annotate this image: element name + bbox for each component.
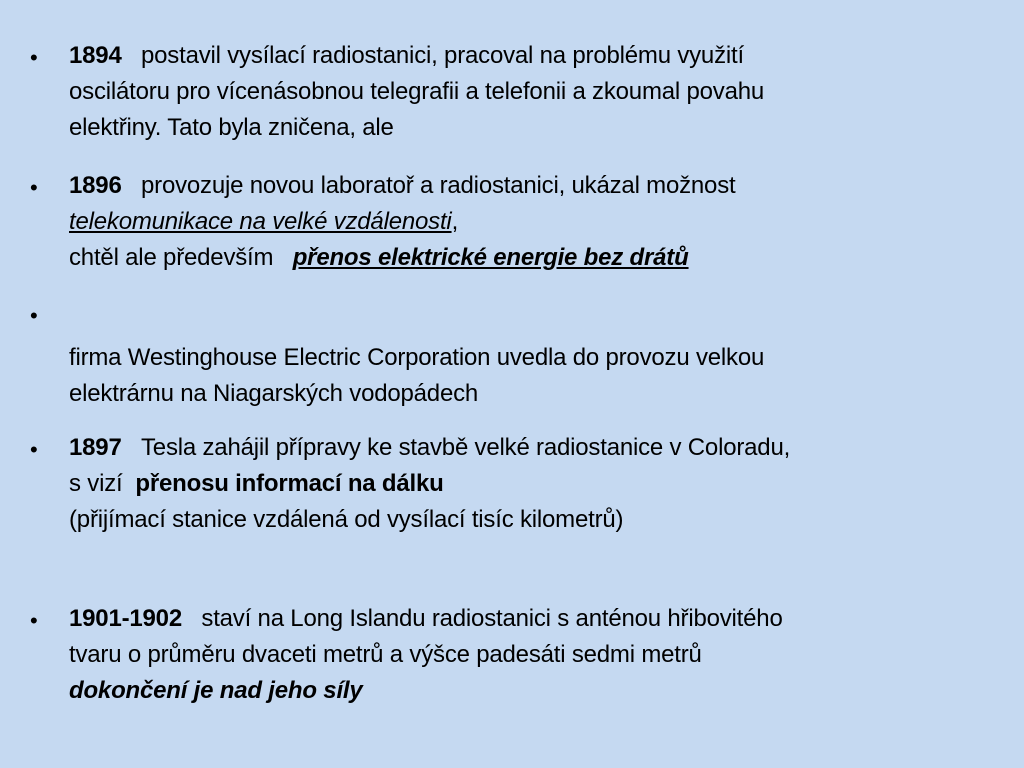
year-label: 1901-1902 <box>69 605 182 632</box>
year-label: 1896 <box>69 172 122 199</box>
item-text-line: provozuje novou laboratoř a radiostanici, ukázal možnost <box>141 172 736 199</box>
punctuation: , <box>451 208 459 235</box>
emphasis-text: dokončení je nad jeho síly <box>69 677 363 704</box>
bullet: • <box>30 437 38 462</box>
year-label: 1897 <box>69 434 122 461</box>
item-text-line: tvaru o průměru dvaceti metrů a výšce padesáti sedmi metrů <box>69 641 702 668</box>
item-text-line: elektrárnu na Niagarských vodopádech <box>69 380 479 407</box>
emphasis-text: telekomunikace na velké vzdálenosti <box>69 208 452 235</box>
item-text-line: Tesla zahájil přípravy ke stavbě velké radiostanice v Coloradu, <box>141 434 791 461</box>
emphasis-text: přenos elektrické energie bez drátů <box>292 244 689 271</box>
year-label: 1894 <box>69 42 122 69</box>
bullet: • <box>30 175 38 200</box>
item-text-line: firma Westinghouse Electric Corporation uvedla do provozu velkou <box>69 344 765 371</box>
item-text-line: oscilátoru pro vícenásobnou telegrafii a telefonii a zkoumal povahu <box>69 78 765 105</box>
item-text-line: staví na Long Islandu radiostanici s anténou hřibovitého <box>201 605 783 632</box>
item-text-line: postavil vysílací radiostanici, pracoval na problému využití <box>141 42 744 69</box>
bullet: • <box>30 45 38 70</box>
bullet: • <box>30 608 38 633</box>
emphasis-text: přenosu informací na dálku <box>135 470 444 497</box>
item-text-line: (přijímací stanice vzdálená od vysílací tisíc kilometrů) <box>69 506 624 533</box>
item-text-line: elektřiny. Tato byla zničena, ale <box>69 114 394 141</box>
bullet: • <box>30 303 38 328</box>
item-text-line: chtěl ale především <box>69 244 274 271</box>
item-text-line: s vizí <box>69 470 123 497</box>
